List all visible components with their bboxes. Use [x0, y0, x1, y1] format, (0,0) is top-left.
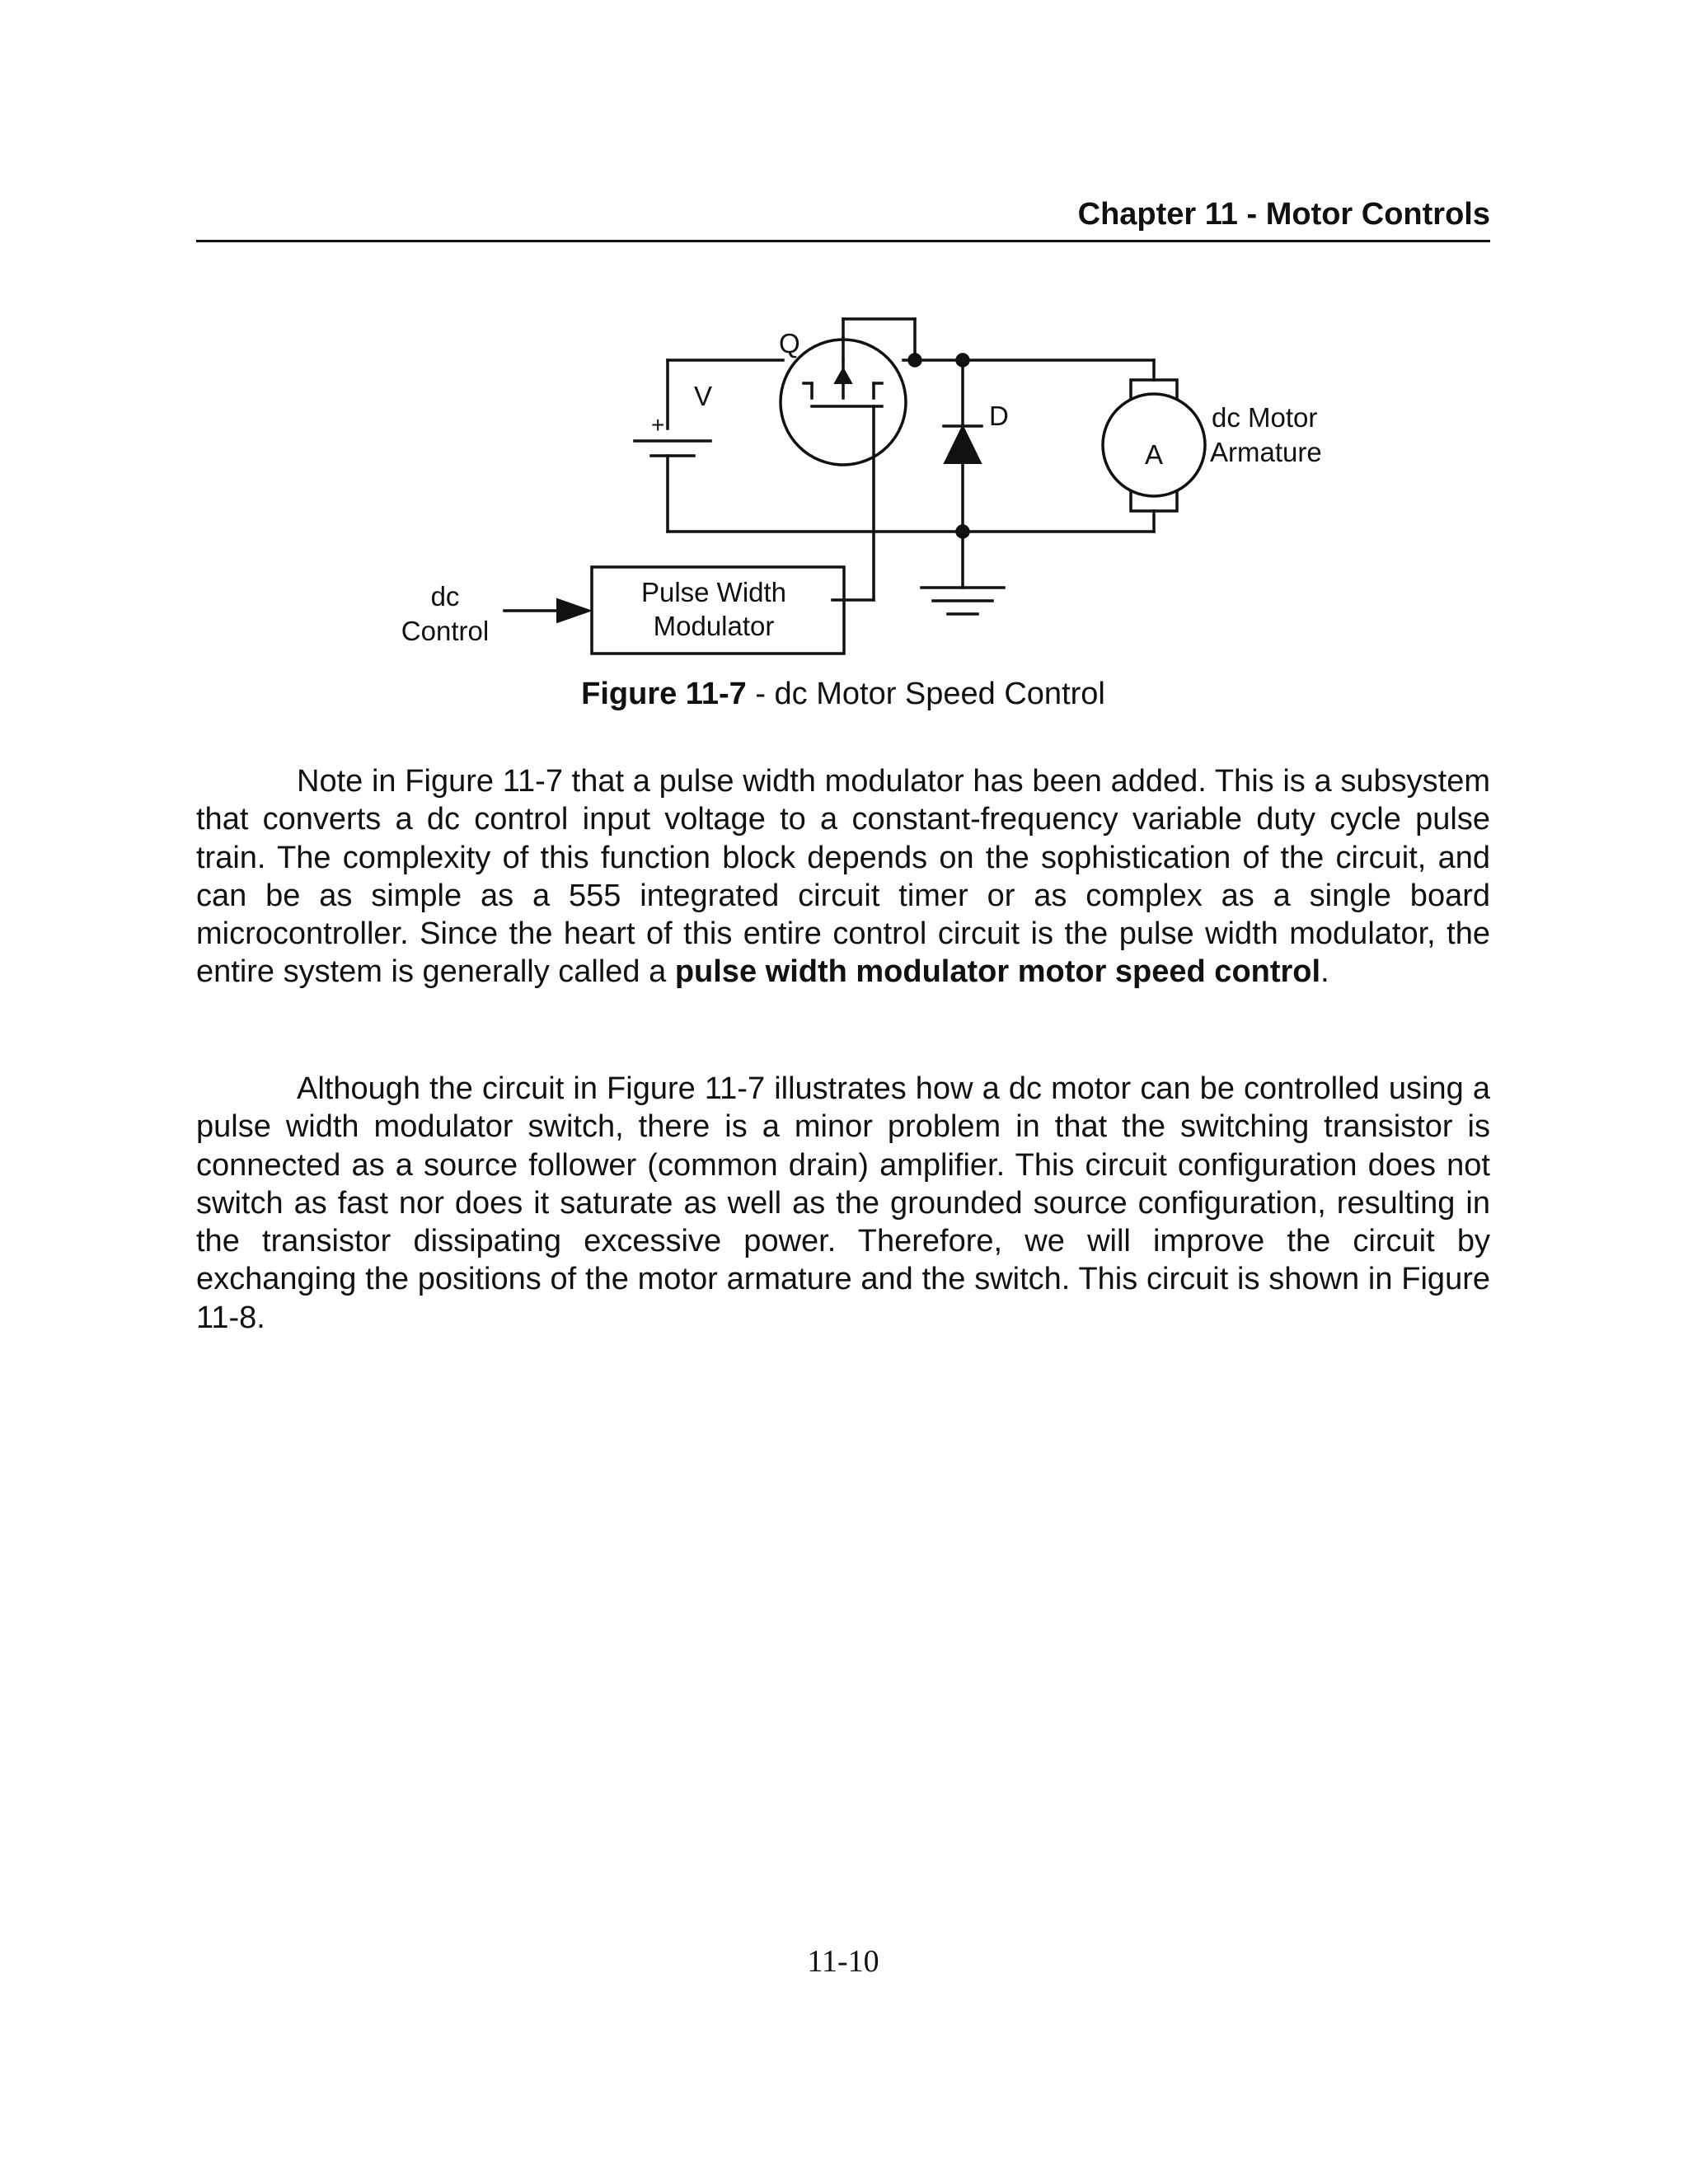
running-header: Chapter 11 - Motor Controls [1077, 197, 1490, 232]
figure-caption-number: Figure 11-7 [581, 677, 747, 711]
label-motor-line2: Armature [1210, 437, 1322, 467]
control-arrow-head [557, 599, 590, 622]
label-a: A [1144, 439, 1164, 470]
figure-caption-text: - dc Motor Speed Control [746, 677, 1105, 711]
label-v: V [694, 381, 713, 411]
label-q: Q [779, 328, 800, 359]
figure-caption [196, 672, 1490, 716]
label-pwm-line1: Pulse Width [640, 577, 787, 607]
transistor-arrow [835, 368, 851, 383]
diode-triangle [945, 426, 981, 463]
label-d: D [989, 401, 1009, 431]
figure-circuit [0, 0, 1688, 742]
paragraph-1-end: . [1320, 954, 1329, 990]
junction-dot-1 [909, 354, 921, 366]
paragraph-1-text: Note in Figure 11-7 that a pulse width modulator has been added. This is a subsystem that converts a dc control input voltage to a constant-frequency variable duty cycle pulse train. The complexity of this function block depends on the sophistication of the circuit, and can be as simple as a 555 integrated circuit timer or as complex as a single board microcontroller. Since the heart of this entire control circuit is the pulse width modulator, the entire system is generally called a [196, 764, 1490, 990]
body-paragraph-1 [196, 762, 1490, 991]
label-control-line1: dc [430, 581, 460, 612]
label-control-line2: Control [401, 616, 490, 646]
circuit-diagram [0, 0, 1688, 742]
page-number: 11-10 [807, 1944, 879, 1979]
body-paragraph-2 [196, 1070, 1490, 1337]
paragraph-1-bold-term: pulse width modulator motor speed control [674, 954, 1321, 990]
label-pwm-line2: Modulator [653, 611, 775, 641]
label-motor-line1: dc Motor [1212, 402, 1318, 433]
paragraph-2-text: Although the circuit in Figure 11-7 illustrates how a dc motor can be controlled using a pulse width modulator switch, there is a minor problem in that the switching transistor is connected as a source follower (common drain) amplifier. This circuit configuration does not switch as fast nor does it saturate as well as the grounded source configuration, resulting in the transistor dissipating excessive power. Therefore, we will improve the circuit by exchanging the positions of the motor armature and the switch. This circuit is shown in Figure 11-8. [196, 1071, 1490, 1335]
label-plus: + [651, 412, 665, 438]
